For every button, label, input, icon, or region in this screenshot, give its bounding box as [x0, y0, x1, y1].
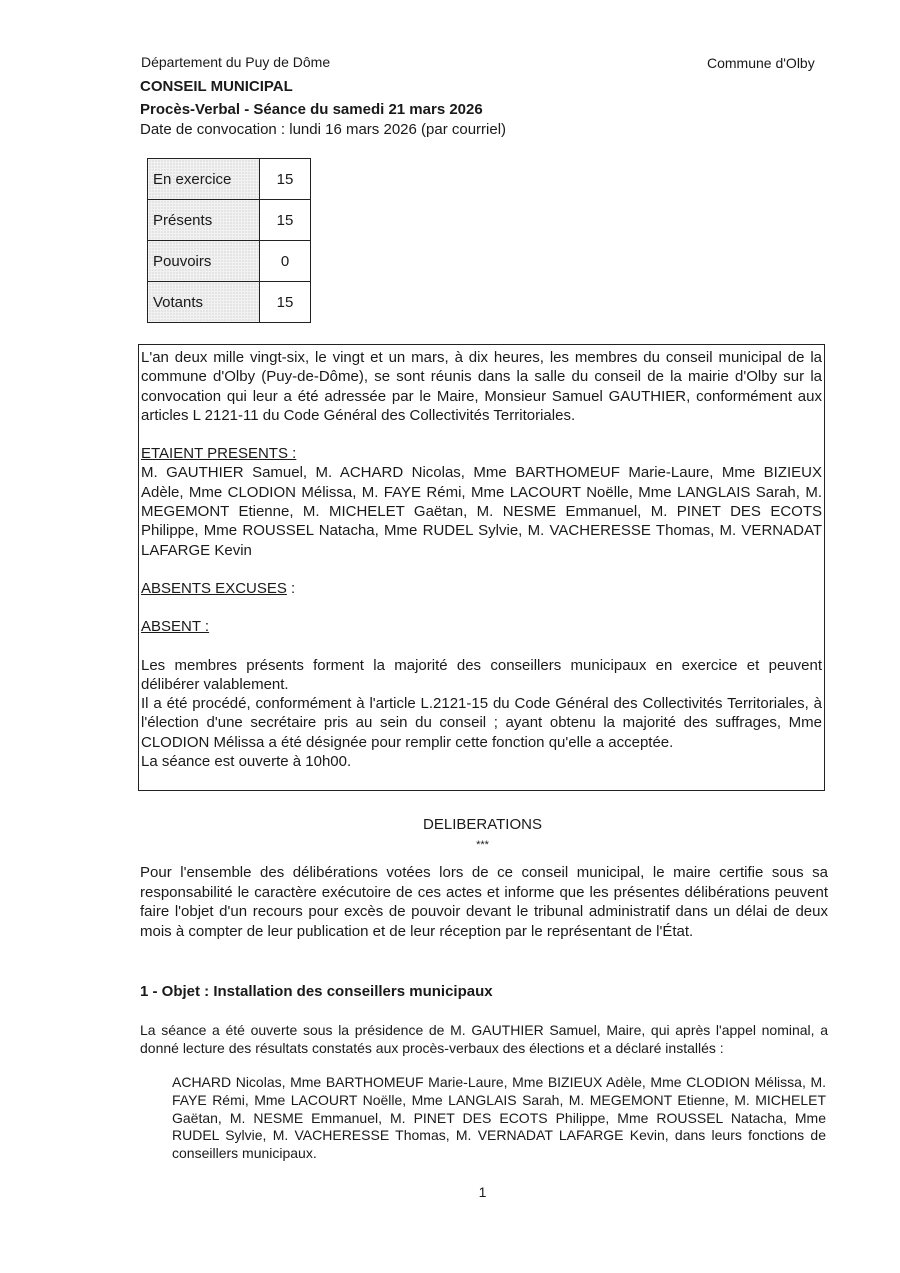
table-row — [148, 159, 311, 200]
excuses-suffix: : — [286, 579, 296, 597]
stat-label: En exercice — [148, 159, 260, 200]
stat-value: 0 — [260, 241, 311, 282]
opening-line: La séance est ouverte à 10h00. — [141, 753, 352, 771]
stat-label: Présents — [148, 200, 260, 241]
excuses-heading: ABSENTS EXCUSES — [141, 579, 287, 597]
convocation-date: Date de convocation : lundi 16 mars 2026 (par courriel) — [140, 121, 507, 138]
pv-title: Procès-Verbal - Séance du samedi 21 mars 2026 — [140, 101, 483, 118]
page-number: 1 — [478, 1184, 487, 1200]
item-1-paragraph: La séance a été ouverte sous la présidence de M. GAUTHIER Samuel, Maire, qui après l'appel nominal, a donné lecture des résultats constatés aux procès-verbaux des élections et a déclaré installés : — [140, 1022, 828, 1056]
session-summary-box — [138, 344, 825, 791]
attendance-table — [147, 158, 311, 323]
table-row — [148, 282, 311, 323]
stat-label: Pouvoirs — [148, 241, 260, 282]
stat-value: 15 — [260, 159, 311, 200]
stat-value: 15 — [260, 282, 311, 323]
presents-list: M. GAUTHIER Samuel, M. ACHARD Nicolas, Mme BARTHOMEUF Marie-Laure, Mme BIZIEUX Adèle, Mme CLODION Mélissa, M. FAYE Rémi, Mme LACOURT Noëlle, Mme LANGLAIS Sarah, M. MEGEMONT Etienne, M. MICHELET Gaëtan, M. NESME Emmanuel, M. PINET DES ECOTS Philippe, Mme ROUSSEL Natacha, Mme RUDEL Sylvie, M. VACHERESSE Thomas, M. VERNADAT LAFARGE Kevin — [141, 464, 822, 559]
council-title: CONSEIL MUNICIPAL — [140, 78, 293, 95]
department-label: Département du Puy de Dôme — [141, 54, 331, 70]
presents-heading: ETAIENT PRESENTS : — [141, 445, 297, 463]
installed-members-list: ACHARD Nicolas, Mme BARTHOMEUF Marie-Laure, Mme BIZIEUX Adèle, Mme CLODION Mélissa, M. FAYE Rémi, Mme LACOURT Noëlle, Mme LANGLAIS Sarah, M. MEGEMONT Etienne, M. MICHELET Gaëtan, M. NESME Emmanuel, M. PINET DES ECOTS Philippe, Mme ROUSSEL Natacha, Mme RUDEL Sylvie, M. VACHERESSE Thomas, M. VERNADAT LAFARGE Kevin, dans leurs fonctions de conseillers municipaux. — [172, 1074, 826, 1162]
majority-paragraph: Les membres présents forment la majorité des conseillers municipaux en exercice et peuvent délibérer valablement. — [141, 656, 822, 693]
stat-label: Votants — [148, 282, 260, 323]
intro-paragraph: L'an deux mille vingt-six, le vingt et un mars, à dix heures, les membres du conseil municipal de la commune d'Olby (Puy-de-Dôme), se sont réunis dans la salle du conseil de la mairie d'Olby sur la convocation qui leur a été adressée par le Maire, Monsieur Samuel GAUTHIER, conformément aux articles L 2121-11 du Code Général des Collectivités Territoriales. — [141, 349, 822, 424]
certification-paragraph: Pour l'ensemble des délibérations votées lors de ce conseil municipal, le maire certifie sous sa responsabilité le caractère exécutoire de ces actes et informe que les présentes délibérations peuvent faire l'objet d'un recours pour excès de pouvoir devant le tribunal administratif dans un délai de deux mois à compter de leur publication et de leur réception par le représentant de l'État. — [140, 864, 828, 940]
stat-value: 15 — [260, 200, 311, 241]
deliberations-title: DELIBERATIONS — [423, 816, 542, 833]
excuses-line — [141, 579, 822, 598]
absent-heading: ABSENT : — [141, 618, 210, 636]
commune-label: Commune d'Olby — [707, 55, 815, 71]
separator-stars: *** — [476, 839, 489, 851]
table-row — [148, 200, 311, 241]
table-row — [148, 241, 311, 282]
item-1-heading: 1 - Objet : Installation des conseillers municipaux — [140, 983, 493, 1000]
secretary-paragraph: Il a été procédé, conformément à l'article L.2121-15 du Code Général des Collectivités Territoriales, à l'élection d'une secrétaire pris au sein du conseil ; ayant obtenu la majorité des suffrages, Mme CLODION Mélissa a été désignée pour remplir cette fonction qu'elle a acceptée. — [141, 695, 822, 751]
